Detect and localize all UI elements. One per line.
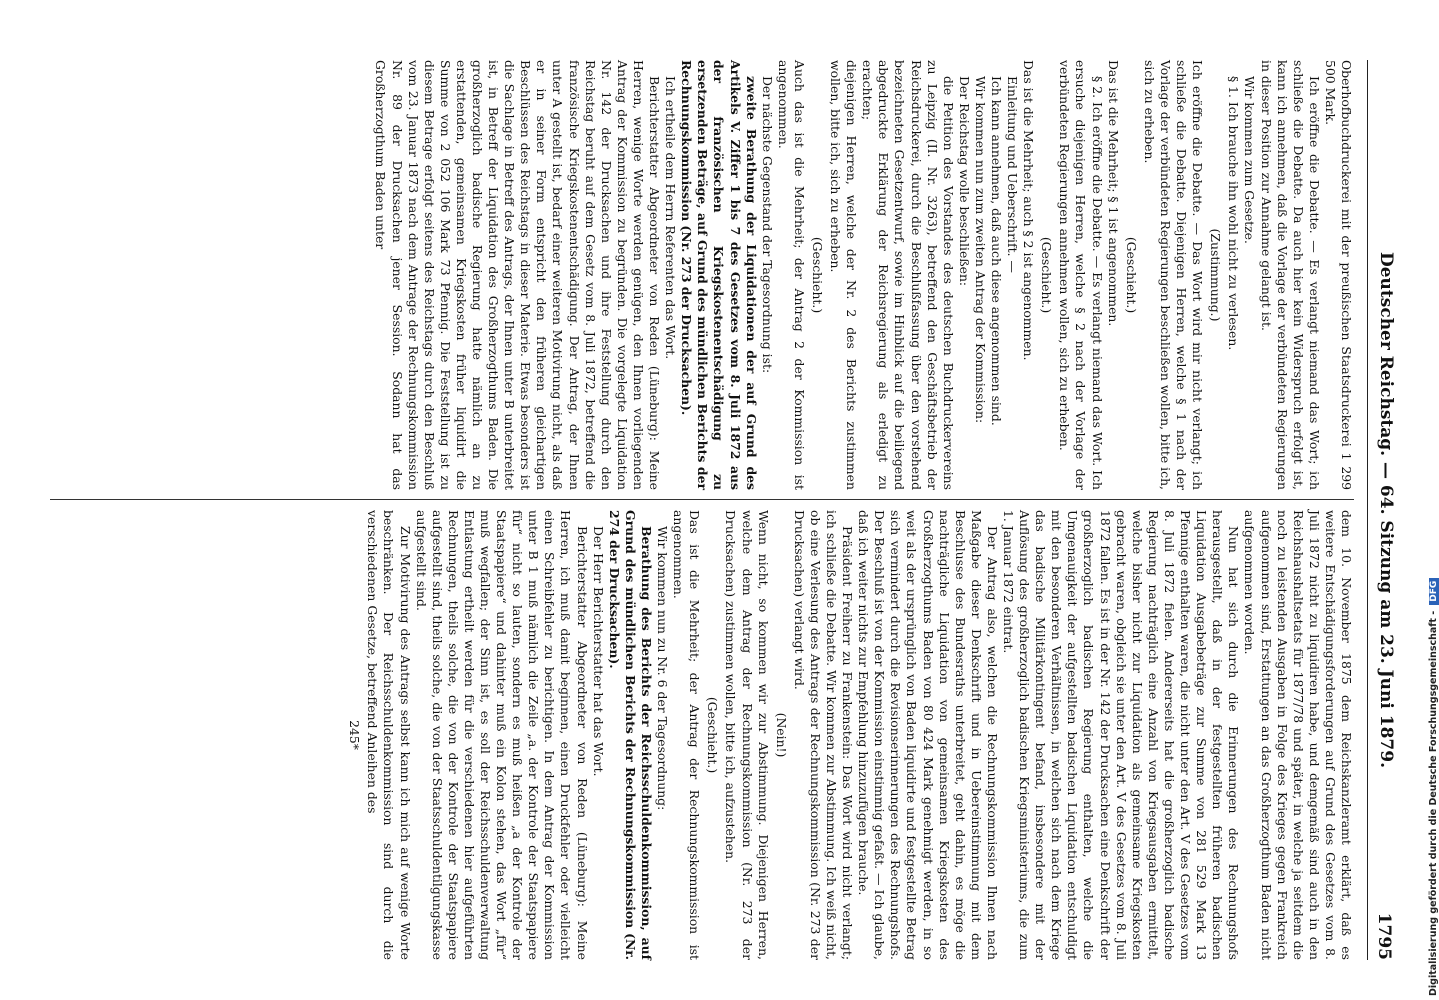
paragraph: Der Reichstag wolle beschließen: xyxy=(956,76,972,287)
running-head-title: Deutscher Reichstag. — 64. Sitzung am 23. Juni 1879. xyxy=(1376,252,1396,768)
dfg-logo: DFG xyxy=(1429,578,1439,605)
paragraph: Ich eröffne die Debatte. — Es verlangt niemand das Wort; ich schließe die Debatte. Da auch hier kein Widerspruch erfolgt ist, kann ich annehmen, daß die Vorlage der verbündeten Regierungen in dieser Position zur Annahme gelangt ist. xyxy=(1258,60,1322,490)
centered-note: (Geschieht.) xyxy=(1039,236,1055,314)
left-column xyxy=(40,60,1354,490)
paragraph: Auch das ist die Mehrheit; der Antrag 2 der Kommission ist angenommen. xyxy=(775,60,807,490)
paragraph: Wir kommen nun zu Nr. 6 der Tagesordnung: xyxy=(655,526,671,811)
paragraph: Wenn nicht, so kommen wir zur Abstimmung. Diejenigen Herren, welche dem Antrag der Rechnungskommission (Nr. 273 der Drucksachen) zustimmen wollen, bitte ich, aufzustehen. xyxy=(723,510,771,960)
centered-note: (Geschieht.) xyxy=(1123,236,1139,314)
paragraph: Nun hat sich durch die Erinnerungen des Rechnungshofs herausgestellt, daß in der festgestellten früheren badischen Liquidation Ausgabebeträge zur Summe von 281 529 Mark 13 Pfennige enthalten waren, die nicht unter den Art. V des Gesetzes vom 8. Juli 1872 fielen. Andererseits hat die großherzoglich badische Regierung nachträglich eine Anzahl von Kriegsausgaben ermittelt, welche bisher nicht zur Liquidation als gemeinsame Kriegskosten gebracht waren, obgleich sie unter den Art. V des Gesetzes vom 8. Juli 1872 fallen. Es ist in der Nr. 142 der Drucksachen eine Denkschrift der großherzoglich badischen Regierung enthalten, welche die Umgenauigkeit der aufgestellten badischen Liquidation entschuldigt mit den besonderen Verhältnissen, in welchen sich nach dem Kriege das badische Militärkontingent befand, insbesondere mit der Auflösung des großherzoglich badischen Kriegsministeriums, die zum 1. Januar 1872 eintrat. xyxy=(1001,510,1242,960)
paragraph: Das ist die Mehrheit; auch § 2 ist angenommen. xyxy=(1021,60,1037,361)
paragraph: Oberhofbuchdruckerei mit der preußischen Staatsdruckerei 1 299 500 Mark. xyxy=(1322,60,1354,490)
paragraph: Ich ertheile dem Herrn Referenten das Wort. xyxy=(663,76,679,360)
paragraph: dem 10. November 1875 dem Reichskanzleramt erklärt, daß es weitere Entschädigungsforderungen auf Grund des Gesetzes vom 8. Juli 1872 nicht zu liquidiren habe, und demgemäß sind auch in den Reichshaushaltsetats für 1877/78 und später, in welche ja seitdem die noch zu leistenden Ausgaben in Folge des Krieges gegen Frankreich aufgenommen sind, Erstattungen an das Großherzogthum Baden nicht aufgenommen worden. xyxy=(1242,510,1354,960)
paragraph: § 2. Ich eröffne die Debatte. — Es verlangt niemand das Wort. Ich ersuche diejenigen Herren, welche § 2 nach der Vorlage der verbündeten Regierungen annehmen wollen, sich zu erheben. xyxy=(1057,60,1105,490)
right-column xyxy=(40,510,1354,960)
digitization-credit xyxy=(1428,578,1439,996)
paragraph: Zur Motivirung des Antrags selbst kann ich mich auf wenige Worte beschränken. Der Reichsschuldenkommission sind durch die verschiedenen Gesetze, betreffend Anleihen des xyxy=(365,510,413,960)
paragraph: Einleitung und Ueberschrift. — xyxy=(1005,76,1021,273)
centered-note: (Geschieht.) xyxy=(810,236,825,314)
centered-note: (Nein!) xyxy=(773,712,789,758)
paragraph: Berichterstatter Abgeordneter von Reden (Lüneburg): Meine Herren, wenige Worte werden genügen, den Ihnen vorliegenden Antrag der Kommission zu begründen. Die vorgelegte Liquidation Nr. 142 der Drucksachen und ihre Feststellung durch den Reichstag beruht auf dem Gesetz vom 8. Juli 1872, betreffend die französische Kriegskostenentschädigung. Der Antrag, der Ihnen unter A gestellt ist, bedarf einer weiteren Motivirung nicht, als daß er in seiner Form entspricht den früheren gleichartigen Beschlüssen des Reichstags in dieser Materie. Etwas besonders ist die Sachlage in Betreff des Antrags, der Ihnen unter B unterbreitet ist, in Betreff der Liquidation des Großherzogthums Baden. Die großherzoglich badische Regierung hatte nämlich an zu erstattenden, gemeinsamen Kriegskosten früher liquidirt die Summe von 2 052 106 Mark 73 Pfennig. Die Feststellung ist zu diesem Betrage erfolgt seitens des Reichstags durch den Beschluß vom 23. Januar 1873 nach dem Antrage der Rechnungskommission Nr. 89 der Drucksachen jener Session. Sodann hat das Großherzogthum Baden unter xyxy=(373,60,663,490)
paragraph: Berathung des Berichts der Reichsschuldenkommission, auf Grund des mündlichen Berichts der Rechnungskommission (Nr. 274 der Drucksachen). xyxy=(606,510,654,960)
column-divider xyxy=(50,499,1354,500)
paragraph: Das ist die Mehrheit; der Antrag der Rechnungskommission ist angenommen. xyxy=(671,510,703,960)
paragraph: Der nächste Gegenstand der Tagesordnung ist: xyxy=(759,76,775,374)
scanned-page xyxy=(10,0,1410,1000)
paragraph: § 1. Ich brauche ihn wohl nicht zu verlesen. xyxy=(1226,76,1242,351)
paragraph: Ich eröffne die Debatte. — Das Wort wird mir nicht verlangt; ich schließe die Debatte. Diejenigen Herren, welche § 1 nach der Vorlage der verbündeten Regierungen beschließen wollen, bitte ich, sich zu erheben. xyxy=(1141,60,1206,490)
paragraph: Berichterstatter Abgeordneter von Reden (Lüneburg): Meine Herren, ich muß damit beginnen, einen Druckfehler oder vielleicht einen Schreibfehler zu berichtigen. In dem Antrag der Kommission unter B 1 muß nämlich die Zeile „a. der Kontrole der Staatspapiere für“ nicht so lauten, sondern es muß heißen „a der Kontrole der Staatspapiere“ und dahinter muß ein Kolon stehen, das Wort „für“ muß wegfallen; der Sinn ist, es soll der Reichsschuldenverwaltung Entlastung ertheilt werden für die verschiedenen hier aufgeführten Rechnungen, theils solche, die von der Kontrole der Staatspapiere aufgestellt sind, theils solche, die von der Staatsschuldentilgungskasse aufgestellt sind. xyxy=(413,510,590,960)
paragraph: Der Herr Berichterstatter hat das Wort. xyxy=(590,526,606,777)
paragraph: die Petition des Vorstandes des deutschen Buchdruckervereins zu Leipzig (II. Nr. 3263), betreffend den Geschäftsbetrieb der Reichsdruckerei, durch die Beschlußfassung über den vorstehend bezeichneten Gesetzentwurf, sowie im Hinblick auf die beiliegend abgedruckte Erklärung der Reichsregierung als erledigt zu erachten; xyxy=(860,60,956,490)
paragraph: Wir kommen zum Gesetze. xyxy=(1242,76,1258,244)
paragraph: Das ist die Mehrheit; § 1 ist angenommen. xyxy=(1105,60,1121,327)
paragraph: Der Antrag also, welchen die Rechnungskommission Ihnen nach Maßgabe dieser Denkschrift und in Uebereinstimmung mit dem Beschlusse des Bundesraths unterbreitet, geht dahin, es möge die nachträgliche Liquidation von gemeinsamen Kriegskosten des Großherzogthums Baden von 80 424 Mark genehmigt werden, in so weit als der ursprünglich von Baden liquidirte und festgestellte Betrag sich vermindert durch die Revisionserinnerungen des Rechnungshofs. Der Beschluß ist von der Kommission einstimmig gefaßt. — Ich glaube, daß ich weiter nichts zur Empfehlung hinzuzufügen brauche. xyxy=(856,510,1000,960)
paragraph: Ich kann annehmen, daß auch diese angenommen sind. xyxy=(989,76,1005,426)
credit-text: Digitalisierung gefördert durch die Deutsche Forschungsgemeinschaft - xyxy=(1428,610,1439,996)
page-number: 1795 xyxy=(1374,912,1394,960)
centered-note: (Zustimmung.) xyxy=(1208,228,1224,322)
paragraph: diejenigen Herren, welche der Nr. 2 des Berichts zustimmen wollen, bitte ich, sich zu erheben. xyxy=(828,60,860,490)
centered-note: (Geschieht.) xyxy=(705,696,721,774)
paragraph: Wir kommen nun zum zweiten Antrag der Kommission: xyxy=(972,76,988,424)
centered-note: 245* xyxy=(347,720,363,750)
paragraph: Präsident Freiherr zu Frankenstein: Das Wort wird nicht verlangt; ich schließe die Debatte. Wir kommen zur Abstimmung. Ich weiß nicht, ob eine Verlesung des Antrags der Rechnungskommission (Nr. 273 der Drucksachen) verlangt wird. xyxy=(791,510,856,960)
paragraph: zweite Berathung der Liquidationen der auf Grund des Artikels V. Ziffer 1 bis 7 des Gesetzes vom 8. Juli 1872 aus der französischen Kriegskostenentschädigung zu ersetzenden Beträge, auf Grund des mündlichen Berichts der Rechnungskommission (Nr. 273 der Drucksachen). xyxy=(679,60,759,490)
running-head xyxy=(1367,60,1402,960)
